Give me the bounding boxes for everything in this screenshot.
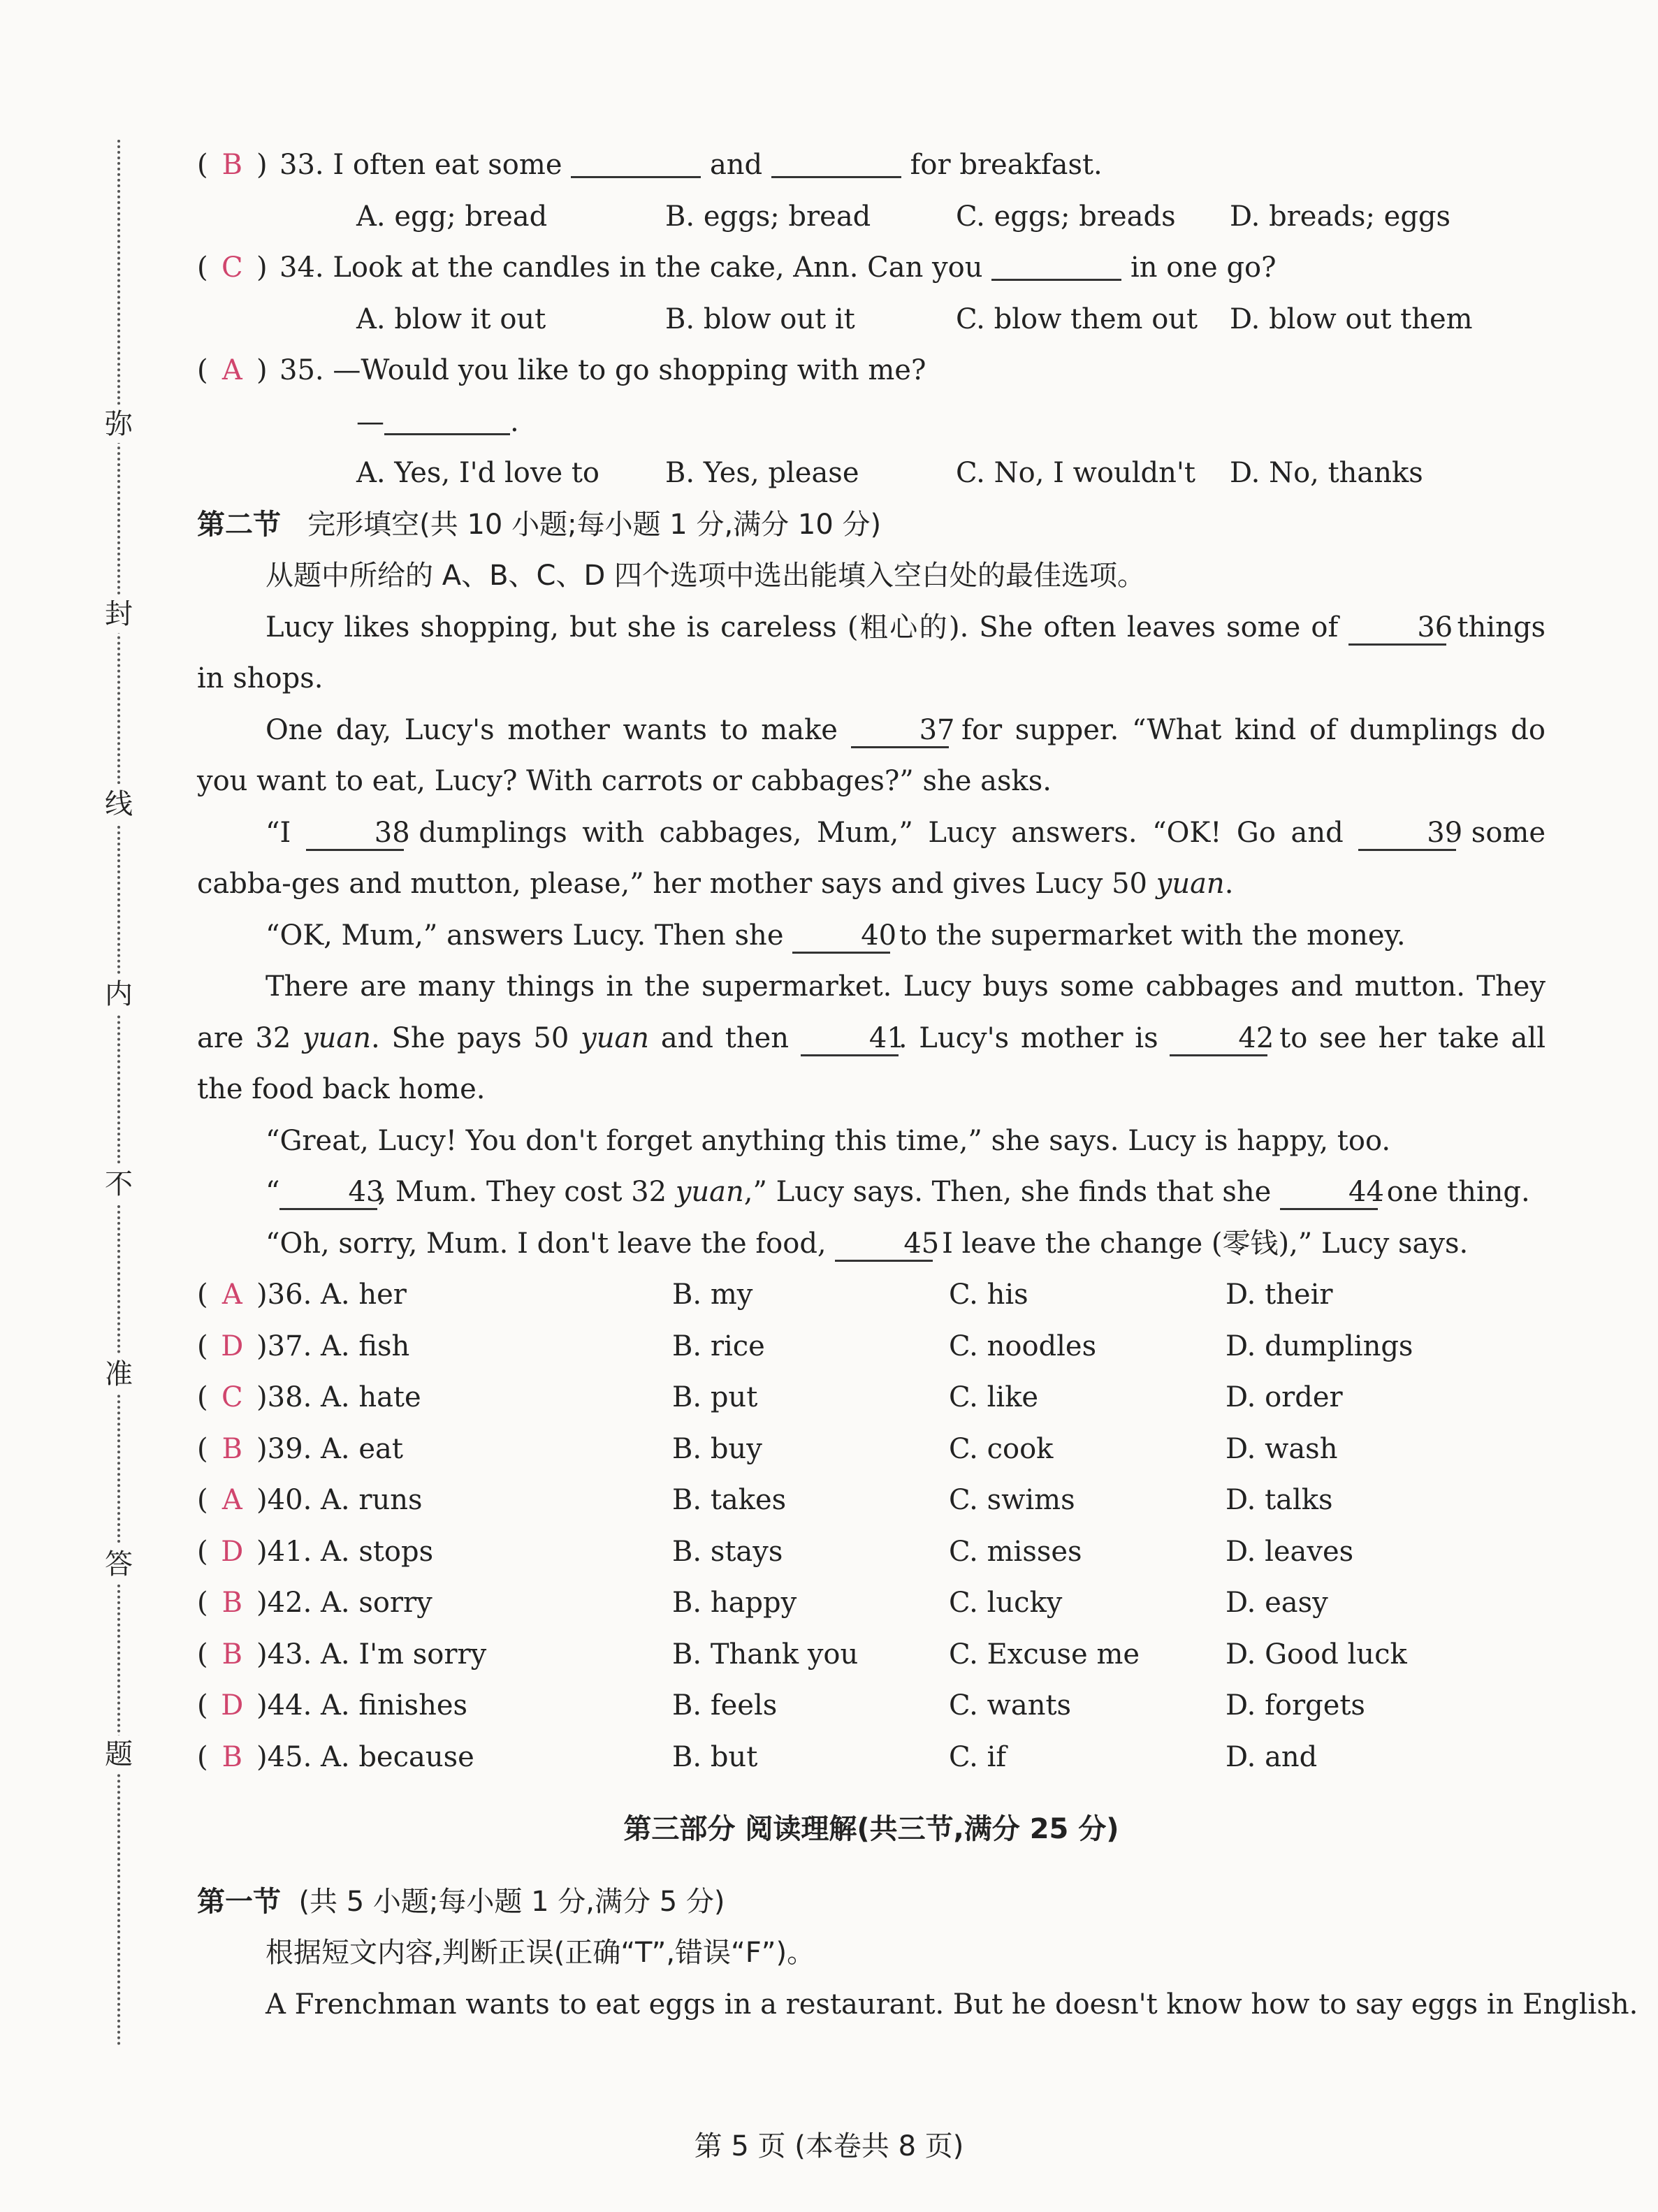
cloze-blank: 40 [792, 919, 890, 954]
question-34 [197, 242, 1546, 294]
question-33 [197, 140, 1546, 191]
cloze-blank: 36 [1348, 611, 1446, 646]
answer-mark: B [221, 1587, 243, 1619]
answer-mark: D [221, 1689, 244, 1722]
option: C. his [949, 1279, 1028, 1311]
seal-char: 题 [98, 1736, 140, 1773]
option: D. No, thanks [1230, 457, 1423, 489]
options-33 [197, 191, 1546, 243]
option: C. misses [949, 1535, 1082, 1568]
section-2-instruction: 从题中所给的 A、B、C、D 四个选项中选出能填入空白处的最佳选项。 [266, 560, 1145, 592]
option: B. eggs; bread [665, 200, 871, 233]
option: D. leaves [1226, 1535, 1354, 1568]
option: B. Thank you [672, 1638, 859, 1671]
option: B. stays [672, 1535, 783, 1568]
cloze-question: ( C )38. A. hate B. put C. like D. order [197, 1372, 1546, 1424]
section-title: 第一节 [197, 1885, 281, 1918]
reply-line-35 [197, 397, 1546, 449]
cloze-question: ( B )43. A. I'm sorry B. Thank you C. Excuse me D. Good luck [197, 1629, 1546, 1681]
option: B. my [672, 1279, 753, 1311]
seal-char: 封 [98, 595, 140, 633]
section-2-header [197, 500, 1546, 551]
option: D. dumplings [1226, 1330, 1413, 1362]
passage-paragraph: “Great, Lucy! You don't forget anything this time,” she says. Lucy is happy, too. [266, 1124, 1391, 1157]
section-3-1-instruction: 根据短文内容,判断正误(正确“T”,错误“F”)。 [266, 1937, 815, 1969]
option: A. fish [321, 1330, 410, 1362]
option: A. stops [321, 1535, 434, 1568]
cloze-blank: 37 [851, 714, 949, 748]
answer-mark: A [221, 354, 242, 386]
section-subtitle: 完形填空(共 10 小题;每小题 1 分,满分 10 分) [307, 508, 882, 541]
option: B. buy [672, 1432, 762, 1465]
option: A. sorry [321, 1587, 432, 1619]
answer-mark: D [221, 1330, 244, 1362]
cloze-blank: 42 [1170, 1022, 1267, 1056]
options-34 [197, 294, 1546, 346]
cloze-question: ( D )37. A. fish B. rice C. noodles D. dumplings [197, 1321, 1546, 1373]
option: C. eggs; breads [956, 200, 1176, 233]
option: B. feels [672, 1689, 778, 1722]
seal-char: 准 [98, 1355, 140, 1393]
option: D. forgets [1226, 1689, 1365, 1722]
seal-char: 答 [98, 1545, 140, 1583]
option: C. wants [949, 1689, 1072, 1722]
section-title: 第二节 [197, 508, 281, 541]
option: A. finishes [321, 1689, 468, 1722]
cloze-question: ( B )45. A. because B. but C. if D. and [197, 1732, 1546, 1784]
cloze-question: ( D )41. A. stops B. stays C. misses D. leaves [197, 1527, 1546, 1578]
option: D. blow out them [1230, 303, 1473, 335]
cloze-question: ( A )40. A. runs B. takes C. swims D. talks [197, 1475, 1546, 1527]
option: B. put [672, 1381, 758, 1413]
passage-paragraph: “Oh, sorry, Mum. I don't leave the food, 45 I leave the change (零钱),” Lucy says. [197, 1218, 1546, 1270]
option: C. No, I wouldn't [956, 457, 1195, 489]
cloze-options [197, 1269, 1546, 1783]
section-3-1-header [197, 1877, 1546, 1928]
answer-blank [771, 148, 901, 178]
content [197, 140, 1638, 2030]
option: C. if [949, 1740, 1007, 1773]
option: D. wash [1226, 1432, 1338, 1465]
option: A. hate [321, 1381, 421, 1413]
answer-mark: A [221, 1279, 242, 1311]
reply-blank: — . [356, 405, 519, 438]
option: B. but [672, 1740, 758, 1773]
option: A. egg; bread [356, 200, 548, 233]
answer-mark: B [221, 1638, 243, 1671]
answer-mark: B [221, 1432, 243, 1465]
cloze-blank: 43 [279, 1176, 377, 1210]
seal-char: 弥 [98, 405, 140, 443]
part-3-title: 第三部分 阅读理解(共三节,满分 25 分) [623, 1813, 1119, 1845]
option: A. blow it out [356, 303, 546, 335]
option: D. breads; eggs [1230, 200, 1451, 233]
cloze-question: ( A )36. A. her B. my C. his D. their [197, 1269, 1546, 1321]
cloze-blank: 45 [835, 1228, 933, 1262]
cloze-question: ( B )42. A. sorry B. happy C. lucky D. easy [197, 1578, 1546, 1629]
option: C. noodles [949, 1330, 1097, 1362]
option: A. because [321, 1740, 474, 1773]
answer-blank [571, 148, 701, 178]
question-35 [197, 345, 1546, 397]
option: D. order [1226, 1381, 1343, 1413]
option: D. Good luck [1226, 1638, 1407, 1671]
option: C. lucky [949, 1587, 1063, 1619]
section-subtitle: (共 5 小题;每小题 1 分,满分 5 分) [298, 1885, 725, 1918]
answer-blank [384, 405, 510, 435]
option: C. cook [949, 1432, 1054, 1465]
option: D. talks [1226, 1484, 1333, 1516]
option: C. swims [949, 1484, 1075, 1516]
answer-mark: B [221, 149, 243, 181]
option: B. rice [672, 1330, 765, 1362]
question-text: 34. Look at the candles in the cake, Ann. Can you in one go? [279, 252, 1277, 284]
answer-bracket: ( B ) [197, 140, 268, 191]
answer-mark: B [221, 1740, 243, 1773]
option: D. their [1226, 1279, 1333, 1311]
reading-first-line: A Frenchman wants to eat eggs in a restaurant. But he doesn't know how to say eggs in English. [266, 1988, 1638, 2021]
option: B. happy [672, 1587, 797, 1619]
option: D. and [1226, 1740, 1318, 1773]
seal-char: 内 [98, 975, 140, 1013]
option: A. runs [321, 1484, 423, 1516]
option: A. I'm sorry [321, 1638, 487, 1671]
option: B. blow out it [665, 303, 855, 335]
cloze-blank: 38 [306, 817, 404, 851]
cloze-question: ( B )39. A. eat B. buy C. cook D. wash [197, 1424, 1546, 1476]
option: C. like [949, 1381, 1039, 1413]
passage-paragraph: One day, Lucy's mother wants to make 37 for supper. “What kind of dumplings do you want to eat, Lucy? With carrots or cabbages?” she asks. [197, 713, 1546, 797]
passage-paragraph: “ 43, Mum. They cost 32 yuan,” Lucy says. Then, she finds that she 44 one thing. [197, 1167, 1546, 1218]
answer-mark: C [221, 1381, 243, 1413]
page-footer: 第 5 页 (本卷共 8 页) [694, 2130, 964, 2162]
option: C. blow them out [956, 303, 1198, 335]
passage-paragraph: There are many things in the supermarket. Lucy buys some cabbages and mutton. They are 32 yuan. She pays 50 yuan and then 41. Lucy's mother is 42 to see her take all the food back home. [197, 970, 1546, 1105]
answer-mark: D [221, 1535, 244, 1568]
passage-paragraph: Lucy likes shopping, but she is careless (粗心的). She often leaves some of 36 things in shops. [197, 611, 1546, 694]
option: C. Excuse me [949, 1638, 1140, 1671]
option: D. easy [1226, 1587, 1328, 1619]
question-text: 33. I often eat some and for breakfast. [279, 149, 1103, 181]
answer-mark: A [221, 1484, 242, 1516]
cloze-blank: 39 [1358, 817, 1456, 851]
seal-char: 不 [98, 1165, 140, 1203]
answer-bracket: ( A ) [197, 345, 268, 397]
cloze-blank: 41 [801, 1022, 899, 1056]
passage-paragraph: “OK, Mum,” answers Lucy. Then she 40 to the supermarket with the money. [197, 910, 1546, 962]
options-35 [197, 448, 1546, 500]
seal-char: 线 [98, 785, 140, 823]
option: A. her [321, 1279, 407, 1311]
cloze-question: ( D )44. A. finishes B. feels C. wants D. forgets [197, 1680, 1546, 1732]
answer-mark: C [221, 252, 243, 284]
question-text: 35. —Would you like to go shopping with me? [279, 354, 926, 386]
passage-paragraph: “I 38 dumplings with cabbages, Mum,” Lucy answers. “OK! Go and 39 some cabba-ges and mutton, please,” her mother says and gives Lucy 50 yuan. [197, 816, 1546, 900]
cloze-blank: 44 [1280, 1176, 1378, 1210]
option: B. Yes, please [665, 457, 859, 489]
option: B. takes [672, 1484, 787, 1516]
option: A. eat [321, 1432, 403, 1465]
option: A. Yes, I'd love to [356, 457, 600, 489]
answer-bracket: ( C ) [197, 242, 268, 294]
answer-blank [991, 251, 1121, 281]
